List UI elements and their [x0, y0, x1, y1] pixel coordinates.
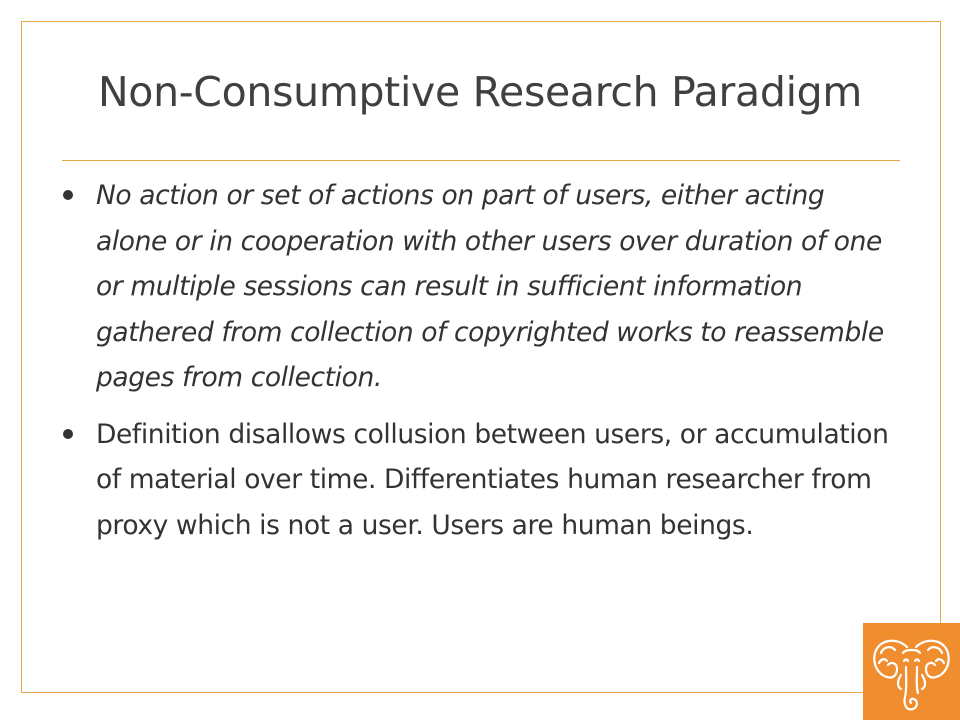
bullet-text-2: Definition disallows collusion between users, or accumulation of material over time. Differentiates human researcher from proxy which is not a user. Users are human beings.	[96, 418, 889, 541]
bullet-item-1	[60, 173, 890, 401]
logo-badge	[863, 623, 960, 720]
elephant-icon	[863, 623, 960, 720]
bullet-marker	[63, 429, 73, 439]
bullet-list	[60, 173, 890, 548]
bullet-item-2	[60, 412, 890, 549]
slide-title: Non-Consumptive Research Paradigm	[97, 68, 863, 116]
title-divider	[62, 160, 900, 161]
bullet-marker	[63, 190, 73, 200]
bullet-text-1: No action or set of actions on part of users, either acting alone or in cooperation with other users over duration of one or multiple sessions can result in sufficient information gathered from collection of copyrighted works to reassemble pages from collection.	[96, 180, 884, 393]
